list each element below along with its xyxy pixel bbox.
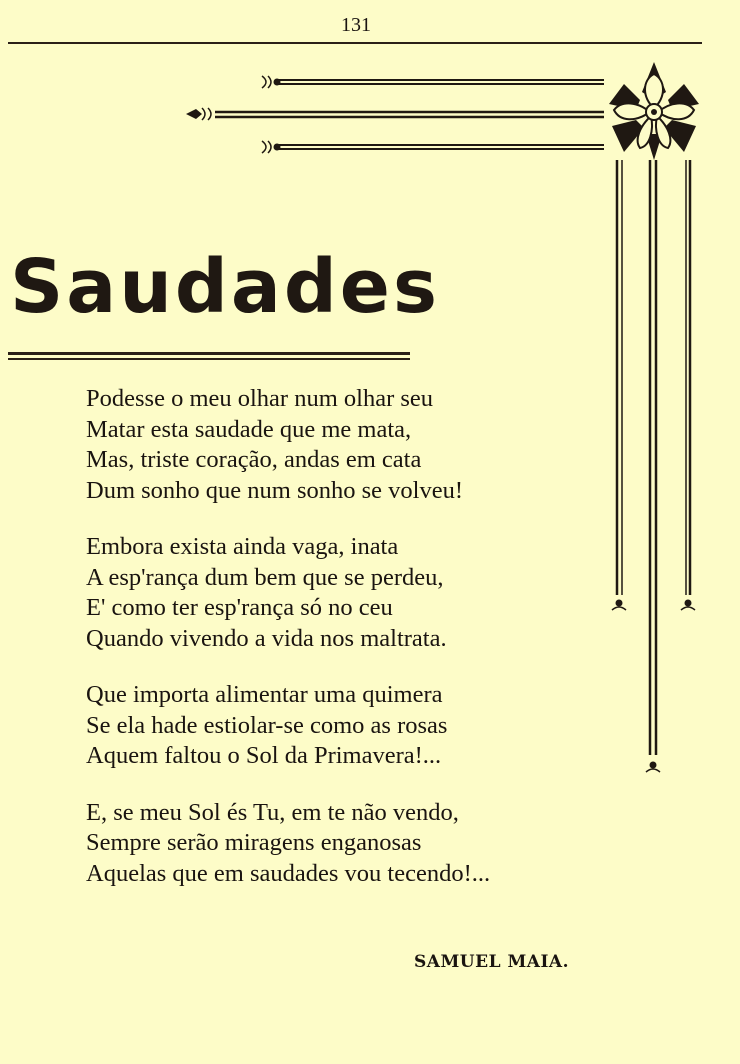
author-signature: SAMUEL MAIA. [414,952,570,972]
poem-line: Se ela hade estiolar-se como as rosas [86,711,448,739]
poem-line: Podesse o meu olhar num olhar seu [86,385,434,412]
poem-line: Matar esta saudade que me mata, [86,415,412,443]
poem-line: E, se meu Sol és Tu, em te não vendo, [86,798,459,826]
flower-icon [609,62,699,160]
poem-line: E' como ter esp'rança só no ceu [86,594,393,621]
poem-line: A esp'rança dum bem que se perdeu, [86,563,444,591]
poem-body [86,384,586,915]
stanza [86,680,586,772]
title-rule [8,352,410,355]
poem-line: Aquem faltou o Sol da Primavera!... [86,742,442,769]
poem-line: Sempre serão miragens enganosas [86,829,422,856]
poem-line: Mas, triste coração, andas em cata [86,446,422,473]
poem-title: Saudades [10,244,441,330]
poem-line: Aquelas que em saudades vou tecendo!... [86,859,491,887]
poem-line: Quando vivendo a vida nos maltrata. [86,624,447,652]
stanza [86,384,586,506]
stanza [86,532,586,654]
poem-line: Que importa alimentar uma quimera [86,681,443,708]
stanza [86,798,586,890]
poem-line: Embora exista ainda vaga, inata [86,533,399,560]
poem-line: Dum sonho que num sonho se volveu! [86,476,463,504]
rule-end-flourish-icon [186,76,281,153]
page-number: 131 [341,14,371,36]
title-rule [8,358,410,360]
